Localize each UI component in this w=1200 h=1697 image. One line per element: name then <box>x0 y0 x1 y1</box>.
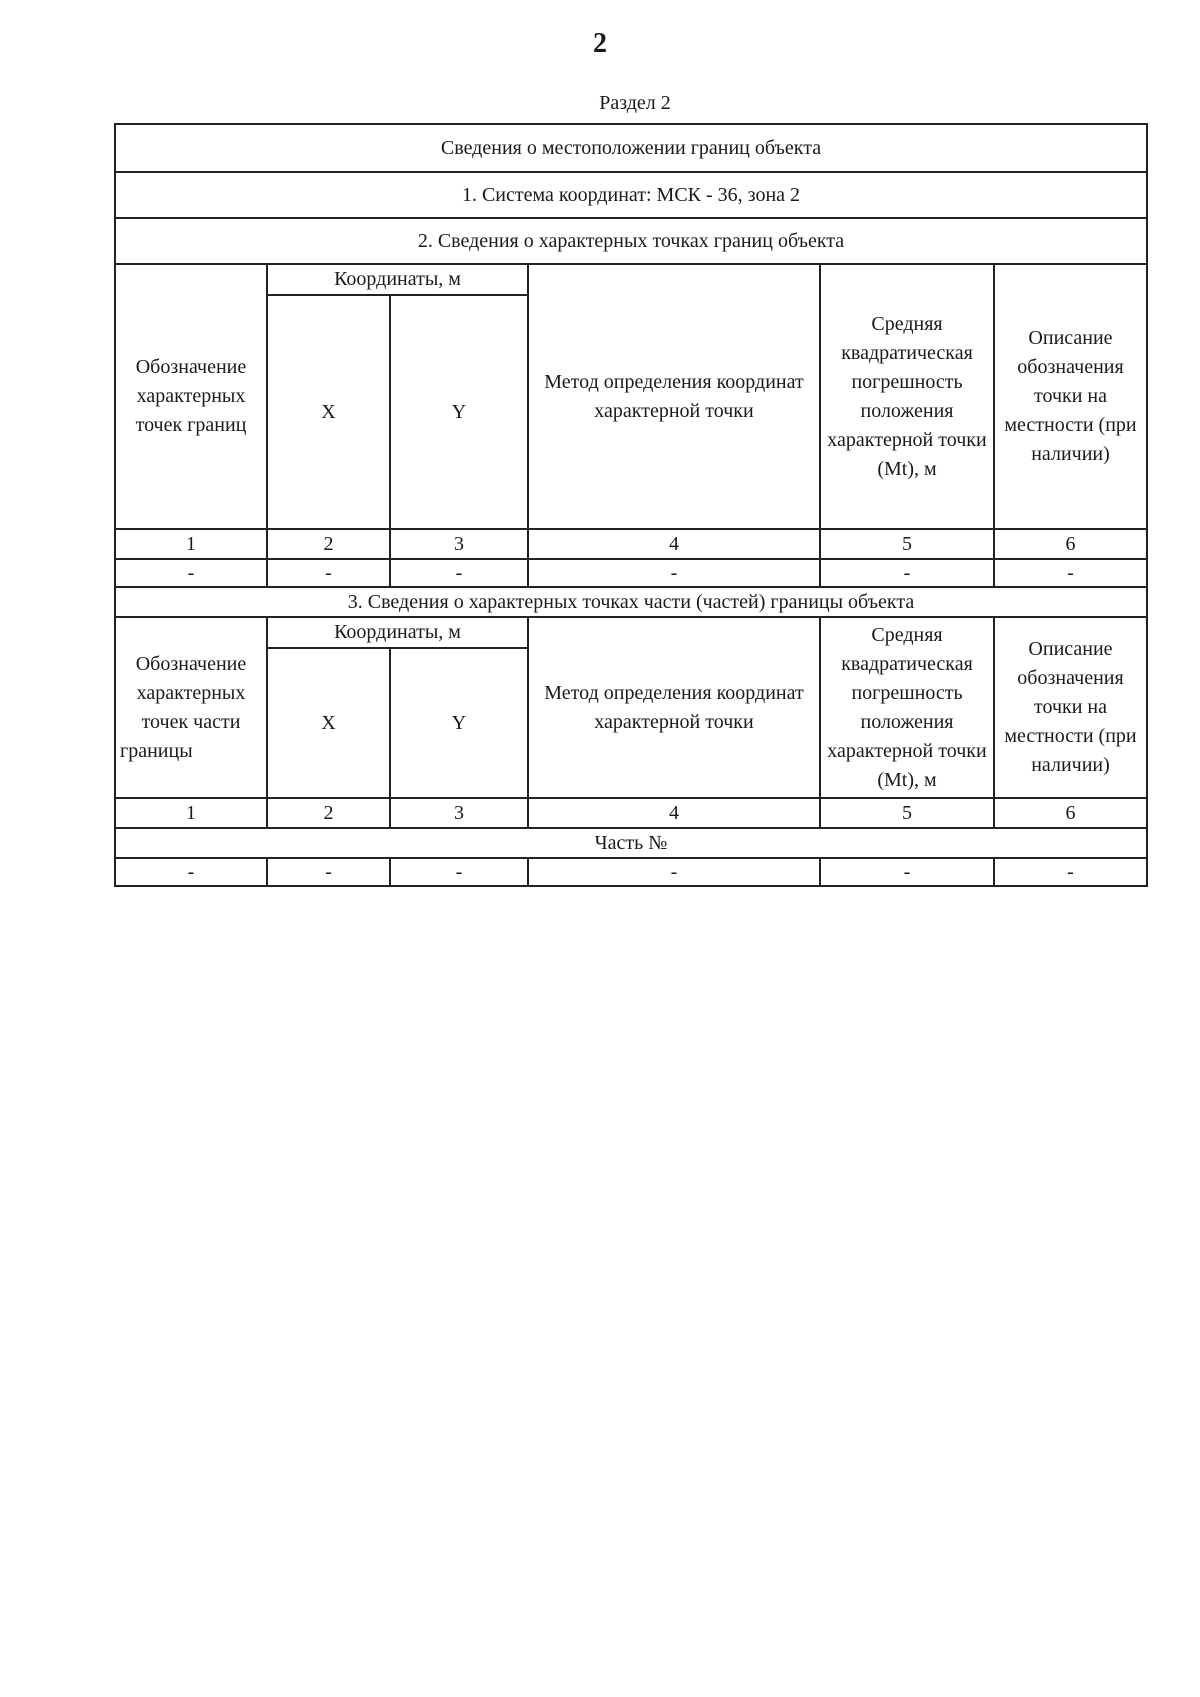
block2-num-5: 5 <box>820 798 994 828</box>
table-cell: - <box>390 858 528 886</box>
block1-num-3: 3 <box>390 529 528 559</box>
boundary-table <box>114 123 1148 887</box>
block2-num-6: 6 <box>994 798 1147 828</box>
block1-num-2: 2 <box>267 529 390 559</box>
block1-number-row <box>115 529 1147 559</box>
block2-num-1: 1 <box>115 798 267 828</box>
block2-col-y: Y <box>390 648 528 798</box>
block2-col-method: Метод определения координат характерной точки <box>528 617 820 798</box>
section-title: Раздел 2 <box>599 92 671 114</box>
block1-num-1: 1 <box>115 529 267 559</box>
table-cell: - <box>267 559 390 587</box>
block1-col-coords: Координаты, м <box>267 264 528 295</box>
object-header: Сведения о местоположении границ объекта <box>115 124 1147 172</box>
block1-title: 2. Сведения о характерных точках границ объекта <box>115 218 1147 264</box>
part-label: Часть № <box>115 828 1147 858</box>
table-cell: - <box>390 559 528 587</box>
block2-title: 3. Сведения о характерных точках части (частей) границы объекта <box>115 587 1147 617</box>
block1-col-designation: Обозначение характерных точек границ <box>115 264 267 529</box>
block1-col-y: Y <box>390 295 528 529</box>
table-cell: - <box>115 559 267 587</box>
page-number: 2 <box>593 28 607 59</box>
block2-num-2: 2 <box>267 798 390 828</box>
table-cell: - <box>820 858 994 886</box>
table-cell: - <box>267 858 390 886</box>
block2-col-coords: Координаты, м <box>267 617 528 648</box>
block1-num-5: 5 <box>820 529 994 559</box>
block2-col-error: Средняя квадратическая погрешность положения характерной точки (Mt), м <box>820 617 994 798</box>
table-cell: - <box>994 858 1147 886</box>
coordinate-system-row: 1. Система координат: МСК - 36, зона 2 <box>115 172 1147 218</box>
block2-num-4: 4 <box>528 798 820 828</box>
table-cell: - <box>820 559 994 587</box>
block2-col-description: Описание обозначения точки на местности (при наличии) <box>994 617 1147 798</box>
block1-col-description: Описание обозначения точки на местности (при наличии) <box>994 264 1147 529</box>
block1-col-method: Метод определения координат характерной точки <box>528 264 820 529</box>
block2-col-designation: Обозначение характерных точек части границы <box>115 617 267 798</box>
block1-col-error: Средняя квадратическая погрешность положения характерной точки (Mt), м <box>820 264 994 529</box>
table-row <box>115 559 1147 587</box>
block1-col-x: X <box>267 295 390 529</box>
table-cell: - <box>994 559 1147 587</box>
table-cell: - <box>115 858 267 886</box>
table-row <box>115 858 1147 886</box>
block1-num-4: 4 <box>528 529 820 559</box>
block1-num-6: 6 <box>994 529 1147 559</box>
block2-num-3: 3 <box>390 798 528 828</box>
table-cell: - <box>528 858 820 886</box>
block2-col-x: X <box>267 648 390 798</box>
block2-number-row <box>115 798 1147 828</box>
table-cell: - <box>528 559 820 587</box>
